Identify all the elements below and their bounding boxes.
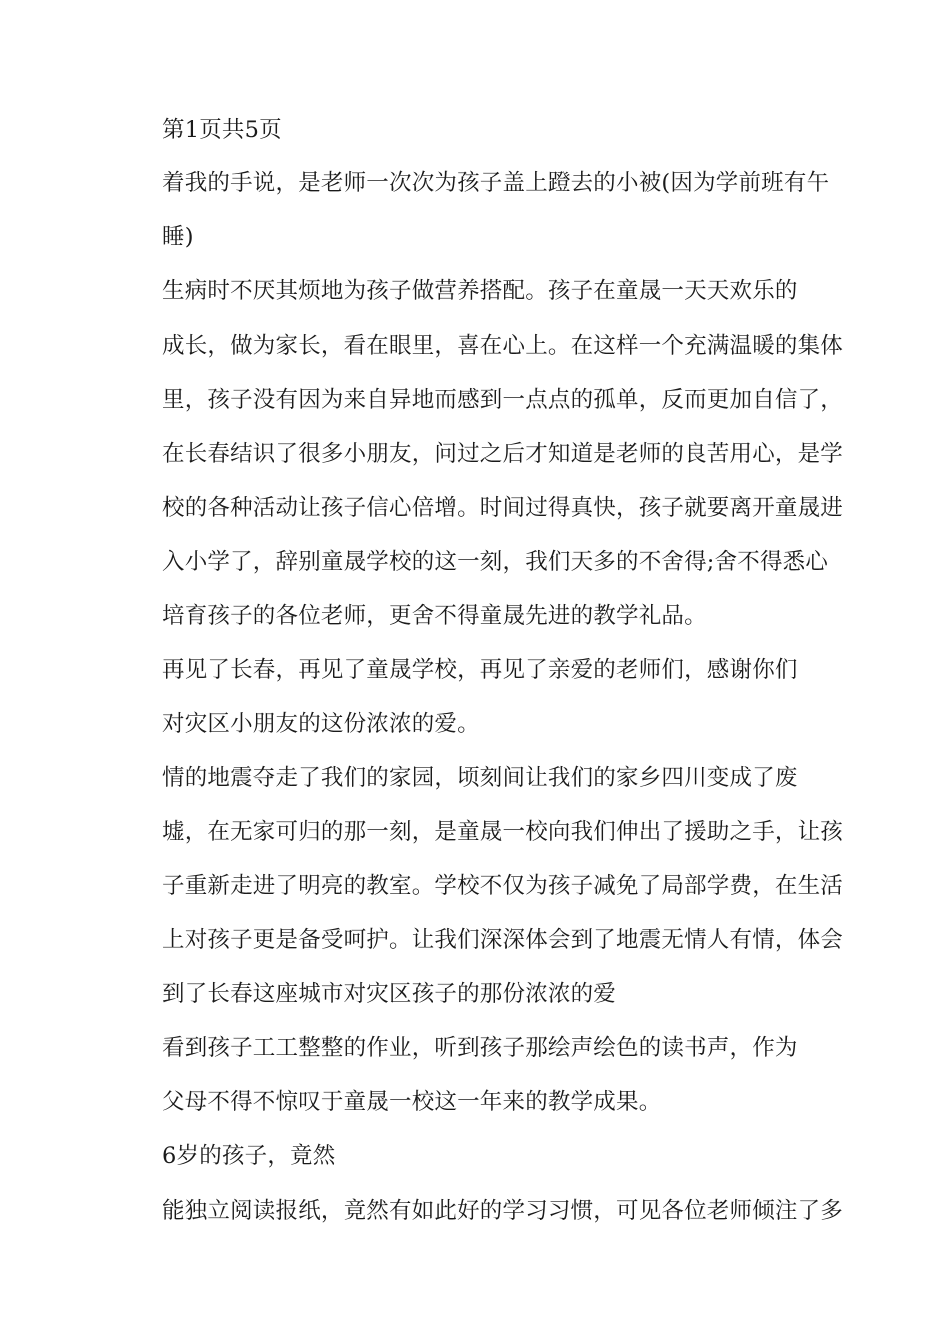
text-line: 培育孩子的各位老师，更舍不得童晟先进的教学礼品。 <box>162 603 707 629</box>
text-line: 能独立阅读报纸，竟然有如此好的学习习惯，可见各位老师倾注了多 <box>162 1198 844 1224</box>
page-number-label: 第1页共5页 <box>162 117 282 143</box>
text-line: 6岁的孩子，竟然 <box>162 1143 336 1169</box>
text-line: 着我的手说，是老师一次次为孩子盖上蹬去的小被(因为学前班有午 <box>162 170 830 196</box>
text-line: 里，孩子没有因为来自异地而感到一点点的孤单，反而更加自信了， <box>162 387 844 413</box>
text-line: 上对孩子更是备受呵护。让我们深深体会到了地震无情人有情，体会 <box>162 927 844 953</box>
text-line: 看到孩子工工整整的作业，听到孩子那绘声绘色的读书声，作为 <box>162 1035 798 1061</box>
text-line: 情的地震夺走了我们的家园，顷刻间让我们的家乡四川变成了废 <box>162 765 798 791</box>
text-line: 到了长春这座城市对灾区孩子的那份浓浓的爱 <box>162 981 617 1007</box>
text-line: 入小学了，辞别童晟学校的这一刻，我们天多的不舍得;舍不得悉心 <box>162 549 829 575</box>
text-line: 成长，做为家长，看在眼里，喜在心上。在这样一个充满温暖的集体 <box>162 333 844 359</box>
text-line: 生病时不厌其烦地为孩子做营养搭配。孩子在童晟一天天欢乐的 <box>162 278 798 304</box>
text-line: 再见了长春，再见了童晟学校，再见了亲爱的老师们，感谢你们 <box>162 657 798 683</box>
text-line: 在长春结识了很多小朋友，问过之后才知道是老师的良苦用心，是学 <box>162 441 844 467</box>
text-line: 睡) <box>162 224 194 250</box>
text-line: 墟，在无家可归的那一刻，是童晟一校向我们伸出了援助之手，让孩 <box>162 819 844 845</box>
text-line: 子重新走进了明亮的教室。学校不仅为孩子减免了局部学费，在生活 <box>162 873 844 899</box>
text-line: 父母不得不惊叹于童晟一校这一年来的教学成果。 <box>162 1089 662 1115</box>
text-line: 对灾区小朋友的这份浓浓的爱。 <box>162 711 480 737</box>
text-line: 校的各种活动让孩子信心倍增。时间过得真快，孩子就要离开童晟进 <box>162 495 844 521</box>
